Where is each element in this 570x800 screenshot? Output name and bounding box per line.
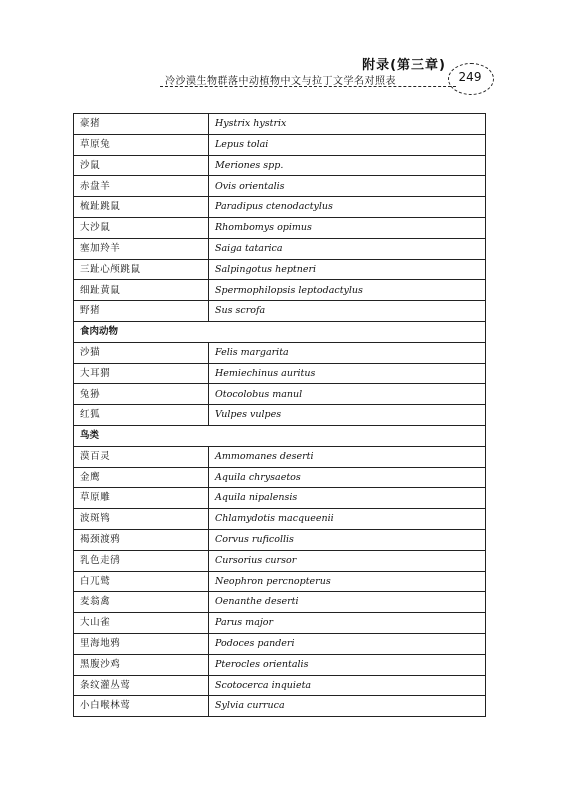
table-row	[74, 529, 486, 550]
appendix-title: 附录(第三章)	[362, 58, 446, 73]
table-row	[74, 176, 486, 197]
table-row	[74, 363, 486, 384]
latin-name-cell: Neophron percnopterus	[209, 571, 486, 592]
chinese-name-cell: 大山雀	[74, 613, 209, 634]
table-row	[74, 280, 486, 301]
chinese-name-cell: 草原兔	[74, 134, 209, 155]
latin-name-cell: Scotocerca inquieta	[209, 675, 486, 696]
chinese-name-cell: 沙鼠	[74, 155, 209, 176]
table-row	[74, 155, 486, 176]
latin-name-cell: Aquila nipalensis	[209, 488, 486, 509]
chinese-name-cell: 小白喉林莺	[74, 696, 209, 717]
latin-name-cell: Hystrix hystrix	[209, 114, 486, 135]
table-row	[74, 134, 486, 155]
chinese-name-cell: 金鹰	[74, 467, 209, 488]
latin-name-cell: Vulpes vulpes	[209, 405, 486, 426]
table-row	[74, 675, 486, 696]
chinese-name-cell: 梳趾跳鼠	[74, 197, 209, 218]
table-row	[74, 238, 486, 259]
chinese-name-cell: 兔狲	[74, 384, 209, 405]
latin-name-cell: Pterocles orientalis	[209, 654, 486, 675]
species-table-body	[74, 114, 486, 717]
chinese-name-cell: 沙猫	[74, 342, 209, 363]
section-heading: 食肉动物	[74, 321, 486, 342]
chinese-name-cell: 黑腹沙鸡	[74, 654, 209, 675]
latin-name-cell: Saiga tatarica	[209, 238, 486, 259]
header-divider	[160, 86, 456, 87]
table-row	[74, 342, 486, 363]
latin-name-cell: Aquila chrysaetos	[209, 467, 486, 488]
latin-name-cell: Hemiechinus auritus	[209, 363, 486, 384]
page-number: 249	[458, 70, 482, 84]
chinese-name-cell: 三趾心颅跳鼠	[74, 259, 209, 280]
latin-name-cell: Rhombomys opimus	[209, 217, 486, 238]
table-row	[74, 571, 486, 592]
chinese-name-cell: 里海地鸦	[74, 633, 209, 654]
latin-name-cell: Felis margarita	[209, 342, 486, 363]
chinese-name-cell: 大耳猬	[74, 363, 209, 384]
chinese-name-cell: 红狐	[74, 405, 209, 426]
table-row	[74, 696, 486, 717]
table-row	[74, 446, 486, 467]
chinese-name-cell: 条纹灌丛莺	[74, 675, 209, 696]
table-row	[74, 592, 486, 613]
chinese-name-cell: 白兀鹫	[74, 571, 209, 592]
latin-name-cell: Meriones spp.	[209, 155, 486, 176]
latin-name-cell: Cursorius cursor	[209, 550, 486, 571]
table-row	[74, 197, 486, 218]
latin-name-cell: Sus scrofa	[209, 301, 486, 322]
chinese-name-cell: 褐颈渡鸦	[74, 529, 209, 550]
chinese-name-cell: 细趾黄鼠	[74, 280, 209, 301]
table-row	[74, 405, 486, 426]
chinese-name-cell: 野猪	[74, 301, 209, 322]
table-row	[74, 633, 486, 654]
species-name-table	[73, 113, 486, 717]
chinese-name-cell: 乳色走鸻	[74, 550, 209, 571]
table-row	[74, 259, 486, 280]
chinese-name-cell: 赤盘羊	[74, 176, 209, 197]
chinese-name-cell: 麦翁禽	[74, 592, 209, 613]
latin-name-cell: Oenanthe deserti	[209, 592, 486, 613]
latin-name-cell: Sylvia curruca	[209, 696, 486, 717]
chinese-name-cell: 漠百灵	[74, 446, 209, 467]
latin-name-cell: Salpingotus heptneri	[209, 259, 486, 280]
chinese-name-cell: 大沙鼠	[74, 217, 209, 238]
table-row	[74, 550, 486, 571]
chinese-name-cell: 塞加羚羊	[74, 238, 209, 259]
latin-name-cell: Podoces panderi	[209, 633, 486, 654]
latin-name-cell: Otocolobus manul	[209, 384, 486, 405]
table-row	[74, 509, 486, 530]
latin-name-cell: Parus major	[209, 613, 486, 634]
section-heading: 鸟类	[74, 425, 486, 446]
latin-name-cell: Chlamydotis macqueenii	[209, 509, 486, 530]
latin-name-cell: Paradipus ctenodactylus	[209, 197, 486, 218]
table-row	[74, 384, 486, 405]
chinese-name-cell: 豪猪	[74, 114, 209, 135]
latin-name-cell: Ammomanes deserti	[209, 446, 486, 467]
table-row	[74, 613, 486, 634]
latin-name-cell: Corvus ruficollis	[209, 529, 486, 550]
table-row	[74, 217, 486, 238]
table-row	[74, 467, 486, 488]
latin-name-cell: Ovis orientalis	[209, 176, 486, 197]
table-row	[74, 114, 486, 135]
table-row	[74, 301, 486, 322]
section-row	[74, 321, 486, 342]
table-row	[74, 488, 486, 509]
latin-name-cell: Spermophilopsis leptodactylus	[209, 280, 486, 301]
table-subtitle: 冷沙漠生物群落中动植物中文与拉丁文学名对照表	[165, 76, 396, 87]
section-row	[74, 425, 486, 446]
chinese-name-cell: 波斑鸨	[74, 509, 209, 530]
table-row	[74, 654, 486, 675]
latin-name-cell: Lepus tolai	[209, 134, 486, 155]
chinese-name-cell: 草原雕	[74, 488, 209, 509]
